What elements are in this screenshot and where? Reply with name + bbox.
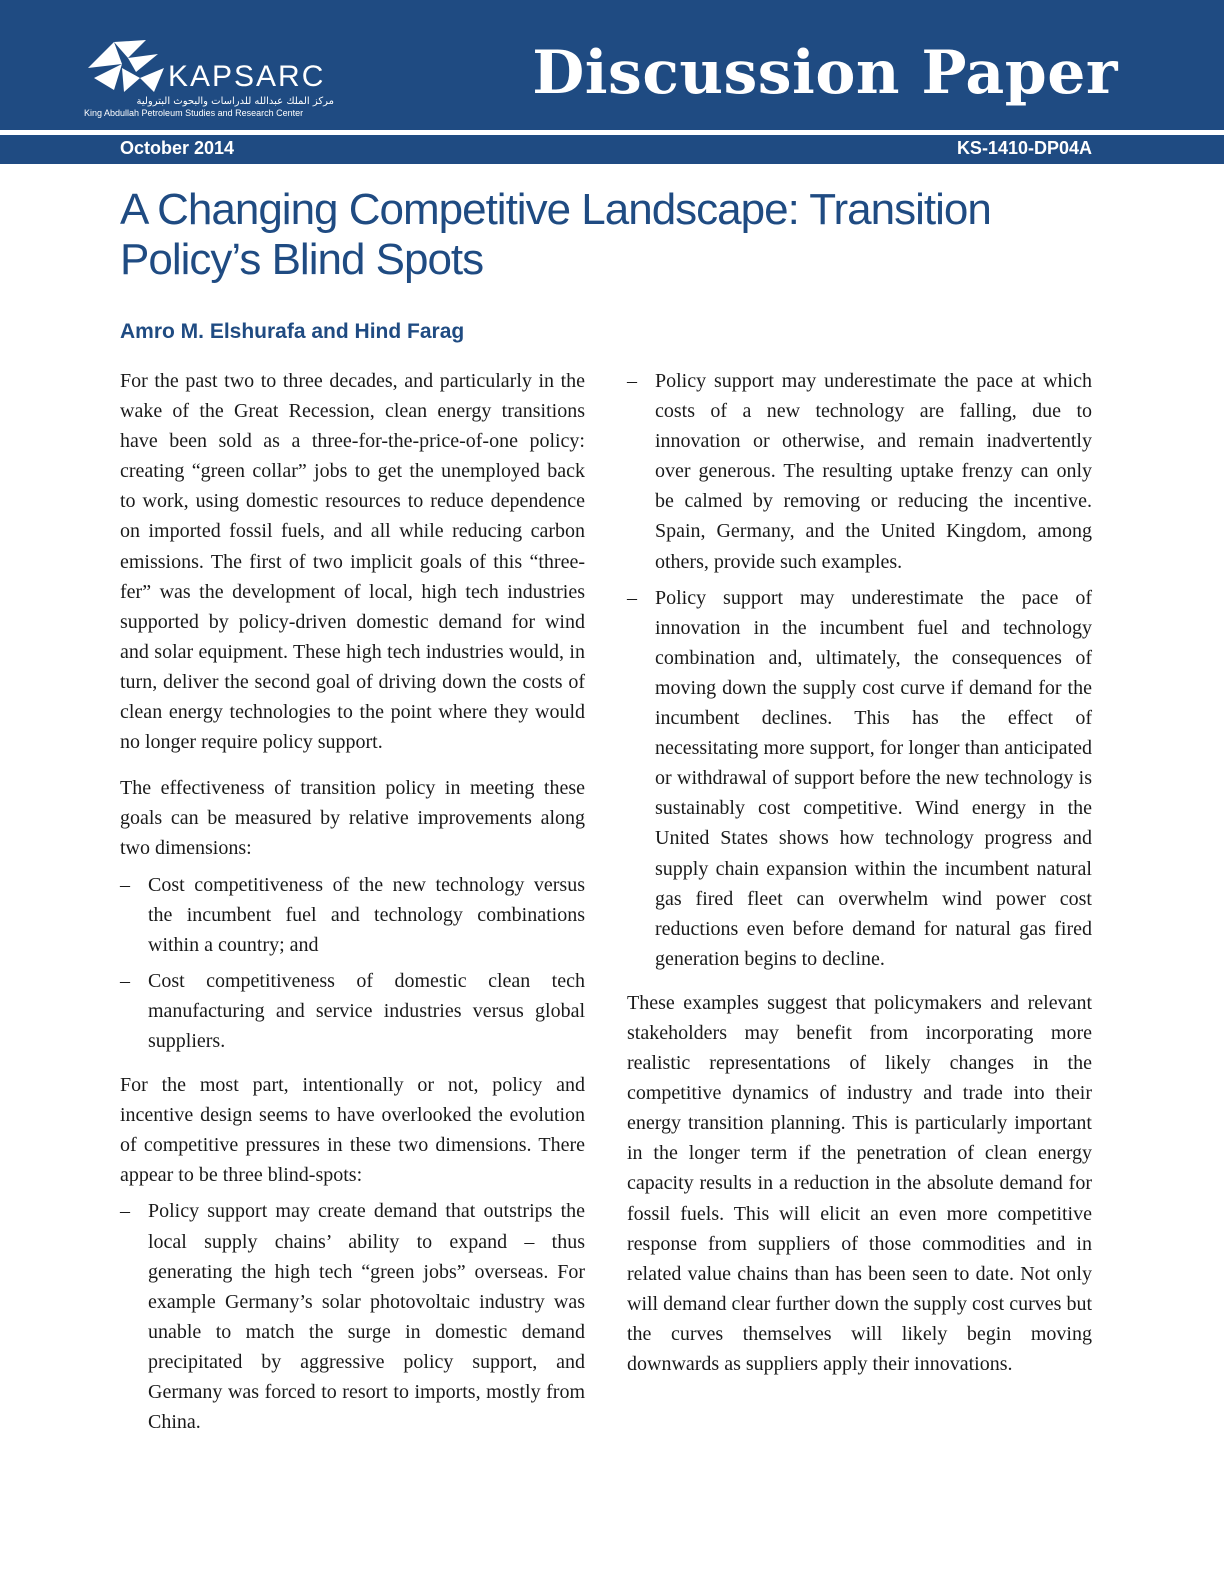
blind-spots-list — [120, 1196, 585, 1437]
paragraph: For the past two to three decades, and particularly in the wake of the Great Recession, clean energy transitions have been sold as a three-for-the-price-of-one policy: creating “green collar” jobs to get the unemployed back to work, using domestic resources to reduce dependence on imported fossil fuels, and all while reducing carbon emissions. The first of two implicit goals of this “three-fer” was the development of local, high tech industries supported by policy-driven domestic demand for wind and solar equipment. These high tech industries would, in turn, deliver the second goal of driving down the costs of clean energy technologies to the point where they would no longer require policy support. — [120, 370, 585, 754]
list-item — [120, 1196, 585, 1437]
dimensions-list — [120, 870, 585, 1057]
list-item-text: Policy support may create demand that outstrips the local supply chains’ ability to expand – thus generating the high tech “green jobs” overseas. For example Germany’s solar photovoltaic industry was unable to match the surge in domestic demand precipitated by aggressive policy support, and Germany was forced to resort to imports, mostly from China. — [148, 1200, 585, 1434]
list-item — [627, 366, 1092, 577]
publication-date: October 2014 — [120, 138, 235, 158]
bullet-dash: – — [627, 370, 637, 392]
paragraph: For the most part, intentionally or not, policy and incentive design seems to have overlooked the evolution of competitive pressures in these two dimensions. There appear to be three blind-spots: — [120, 1074, 585, 1187]
list-item-text: Policy support may underestimate the pace of innovation in the incumbent fuel and technology combination and, ultimately, the consequences of moving down the supply cost curve if demand for the incumbent declines. This has the effect of necessitating more support, for longer than anticipated or withdrawal of support before the new technology is sustainably cost competitive. Wind energy in the United States shows how technology progress and supply chain expansion within the incumbent natural gas fired fleet can overwhelm wind power cost reductions even before demand for natural gas fired generation begins to decline. — [655, 586, 1092, 970]
logo-arabic-name: مركز الملك عبدالله للدراسات والبحوث البترولية — [136, 96, 334, 107]
paper-title: A Changing Competitive Landscape: Transition Policy’s Blind Spots — [120, 185, 991, 284]
bullet-dash: – — [120, 873, 130, 896]
list-item-text: Cost competitiveness of the new technology versus the incumbent fuel and technology combinations within a country; and — [148, 873, 585, 956]
list-item-text: Policy support may underestimate the pace at which costs of a new technology are falling, due to innovation or otherwise, and remain inadvertently over generous. The resulting uptake frenzy can only be calmed by removing or reducing the incentive. Spain, Germany, and the United Kingdom, among others, provide such examples. — [655, 370, 1092, 573]
logo-english-name: King Abdullah Petroleum Studies and Research Center — [84, 108, 304, 118]
document-code: KS-1410-DP04A — [956, 138, 1092, 158]
bullet-dash: – — [627, 586, 637, 609]
list-item — [120, 966, 585, 1056]
paper-authors: Amro M. Elshurafa and Hind Farag — [120, 320, 465, 343]
logo-wordmark: KAPSARC — [168, 60, 326, 93]
list-item — [627, 583, 1092, 974]
list-item-text: Cost competitiveness of domestic clean tech manufacturing and service industries versus global suppliers. — [148, 969, 585, 1052]
kapsarc-logo — [84, 38, 344, 118]
meta-bar — [0, 135, 1224, 164]
paragraph: The effectiveness of transition policy in meeting these goals can be measured by relative improvements along two dimensions: — [120, 777, 585, 860]
header-banner — [0, 0, 1224, 130]
paragraph: These examples suggest that policymakers and relevant stakeholders may benefit from incorporating more realistic representations of likely changes in the competitive dynamics of industry and trade into their energy transition planning. This is particularly important in the longer term if the penetration of clean energy capacity results in a reduction in the absolute demand for fossil fuels. This will elicit an even more competitive response from suppliers of those commodities and in related value chains than has been seen to date. Not only will demand clear further down the supply cost curves but the curves themselves will likely begin moving downwards as suppliers apply their innovations. — [627, 991, 1092, 1375]
blind-spots-list-continued — [627, 366, 1092, 974]
left-column — [120, 366, 585, 1451]
document-type-heading: Discussion Paper — [532, 38, 1118, 108]
kapsarc-logo-mark-icon — [84, 38, 168, 94]
bullet-dash: – — [120, 1200, 130, 1223]
list-item — [120, 870, 585, 960]
bullet-dash: – — [120, 969, 130, 992]
right-column — [627, 366, 1092, 1395]
